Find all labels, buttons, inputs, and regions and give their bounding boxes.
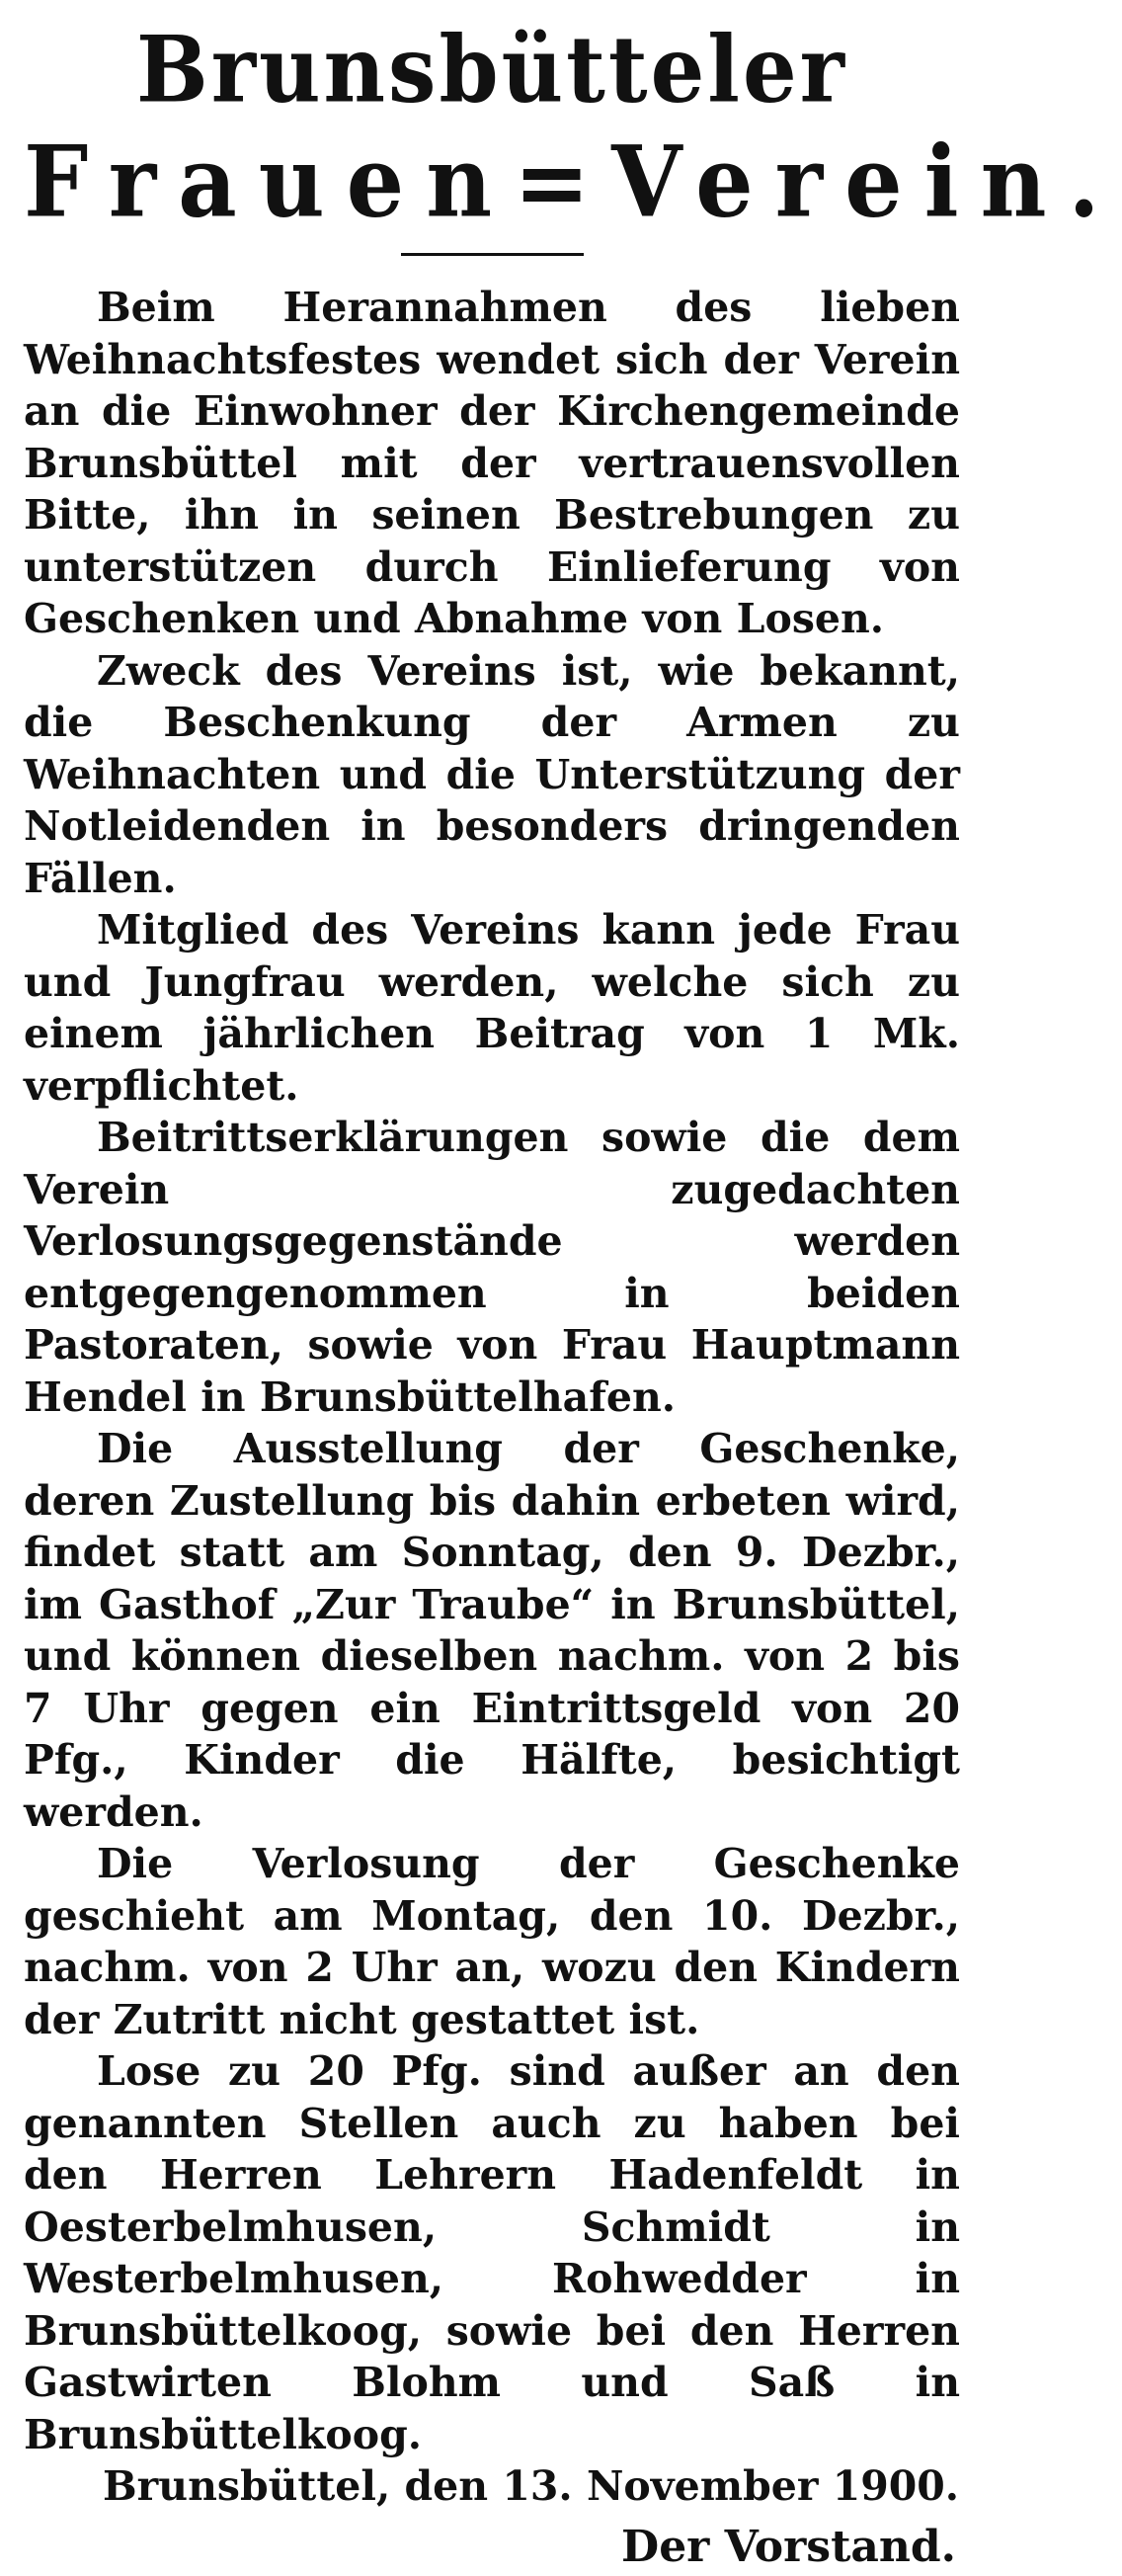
title-divider: [401, 253, 584, 256]
paragraph-appeal: Beim Herannahmen des lieben Weihnachtsfestes wendet sich der Verein an die Einwohner der Kirchengemeinde Brunsbüttel mit der vertrauensvollen Bitte, ihn in seinen Bestrebungen zu unterstützen durch Einlieferung von Geschenken und Abnahme von Losen.: [24, 284, 960, 642]
paragraph-exhibition: Die Ausstellung der Geschenke, deren Zustellung bis dahin erbeten wird, findet statt am Sonntag, den 9. Dezbr., im Gasthof „Zur Traube“ in Brunsbüttel, und können dieselben nachm. von 2 bis 7 Uhr gegen ein Eintrittsgeld von 20 Pfg., Kinder die Hälfte, besichtigt werden.: [24, 1425, 960, 1836]
notice-title-line-1: Brunsbütteler: [136, 15, 847, 124]
paragraph-purpose: Zweck des Vereins ist, wie bekannt, die Beschenkung der Armen zu Weihnachten und die Unterstützung der Notleidenden in besonders dringenden Fällen.: [24, 646, 960, 902]
notice-body: [24, 282, 960, 2513]
paragraph-registration: Beitrittserklärungen sowie die dem Verein zugedachten Verlosungsgegenstände werden entgegengenommen in beiden Pastoraten, sowie von Frau Hauptmann Hendel in Brunsbüttelhafen.: [24, 1114, 960, 1421]
signature: Der Vorstand.: [621, 2521, 956, 2572]
paragraph-tickets: Lose zu 20 Pfg. sind außer an den genannten Stellen auch zu haben bei den Herren Lehrern Hadenfeldt in Oesterbelmhusen, Schmidt in Westerbelmhusen, Rohwedder in Brunsbüttelkoog, sowie bei den Herren Gastwirten Blohm und Saß in Brunsbüttelkoog.: [24, 2047, 960, 2458]
paragraph-raffle: Die Verlosung der Geschenke geschieht am Montag, den 10. Dezbr., nachm. von 2 Uhr an, wozu den Kindern der Zutritt nicht gestattet ist.: [24, 1840, 960, 2043]
paragraph-membership: Mitglied des Vereins kann jede Frau und Jungfrau werden, welche sich zu einem jährlichen Beitrag von 1 Mk. verpflichtet.: [24, 906, 960, 1110]
dateline: Brunsbüttel, den 13. November 1900.: [103, 2462, 960, 2510]
notice-title-line-2: Frauen=Verein.: [24, 124, 1122, 240]
